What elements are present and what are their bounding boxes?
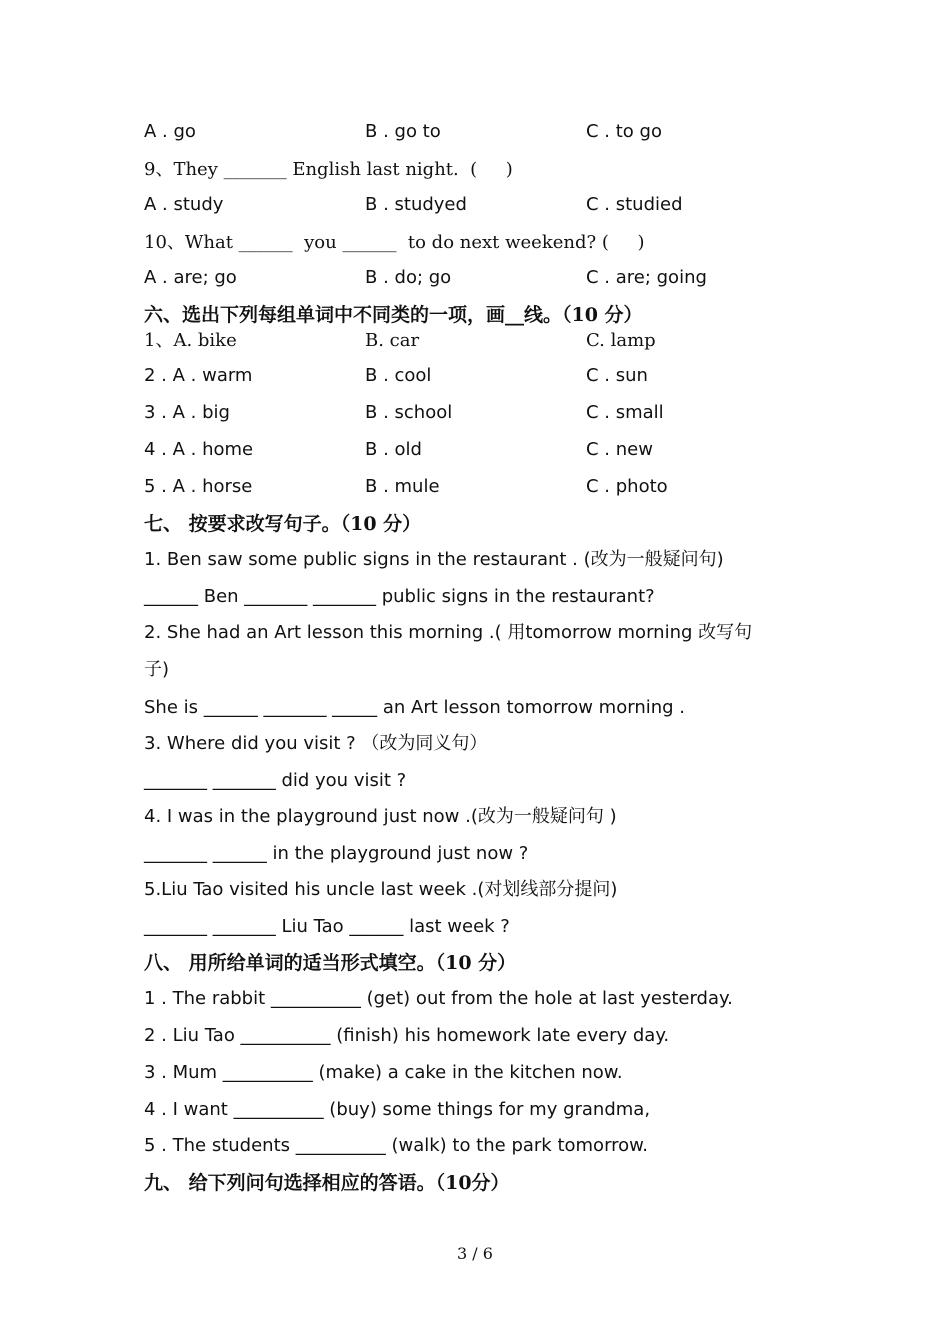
section-7-line: _______ _______ Liu Tao ______ last week ? [144,916,510,937]
option-b: B . mule [365,476,440,497]
section-6-heading: 六、选出下列每组单词中不同类的一项，画__线。（10 分） [144,304,643,326]
section-8-line: 5 . The students __________ (walk) to the park tomorrow. [144,1135,648,1156]
option-c: C . new [586,439,653,460]
section-9-heading: 九、 给下列问句选择相应的答语。（10分） [144,1172,510,1194]
option-a: 3 . A . big [144,402,230,423]
option-b: B. car [365,330,420,351]
section-8-line: 3 . Mum __________ (make) a cake in the kitchen now. [144,1062,623,1083]
section-7-line: 4. I was in the playground just now .(改为一般疑问句 ) [144,806,617,827]
option-a: A . go [144,121,196,142]
option-b: B . studyed [365,194,467,215]
section-7-line: _______ _______ did you visit ? [144,770,407,791]
q10-question: 10、What ______ you ______ to do next weekend? ( ) [144,232,645,253]
option-b: B . go to [365,121,441,142]
section-7-line: 5.Liu Tao visited his uncle last week .(对划线部分提问) [144,879,618,900]
option-c: C . to go [586,121,662,142]
section-7-line: 1. Ben saw some public signs in the restaurant . (改为一般疑问句) [144,549,724,570]
option-c: C . are; going [586,267,707,288]
option-b: B . do; go [365,267,452,288]
section-7-line: _______ ______ in the playground just now ? [144,843,529,864]
section-8-line: 4 . I want __________ (buy) some things for my grandma, [144,1099,651,1120]
section-8-line: 1 . The rabbit __________ (get) out from the hole at last yesterday. [144,988,733,1009]
option-a: 1、A. bike [144,330,237,351]
section-8-line: 2 . Liu Tao __________ (finish) his homework late every day. [144,1025,670,1046]
option-c: C . small [586,402,664,423]
section-7-line: 子) [144,659,170,680]
section-7-line: 3. Where did you visit ? （改为同义句） [144,733,488,754]
option-a: 2 . A . warm [144,365,253,386]
option-b: B . school [365,402,453,423]
section-7-line: ______ Ben _______ _______ public signs in the restaurant? [144,586,655,607]
page-number: 3 / 6 [457,1244,493,1263]
section-7-heading: 七、 按要求改写句子。（10 分） [144,513,422,535]
section-7-line: 2. She had an Art lesson this morning .( 用tomorrow morning 改写句 [144,622,753,643]
q9-question: 9、They _______ English last night. ( ) [144,159,513,180]
section-8-heading: 八、 用所给单词的适当形式填空。（10 分） [144,952,517,974]
option-c: C. lamp [586,330,656,351]
option-a: A . are; go [144,267,237,288]
option-c: C . studied [586,194,683,215]
option-b: B . old [365,439,422,460]
option-b: B . cool [365,365,432,386]
section-7-line: She is ______ _______ _____ an Art lesson tomorrow morning . [144,697,686,718]
option-a: 4 . A . home [144,439,254,460]
option-a: 5 . A . horse [144,476,253,497]
option-a: A . study [144,194,224,215]
option-c: C . photo [586,476,668,497]
option-c: C . sun [586,365,648,386]
